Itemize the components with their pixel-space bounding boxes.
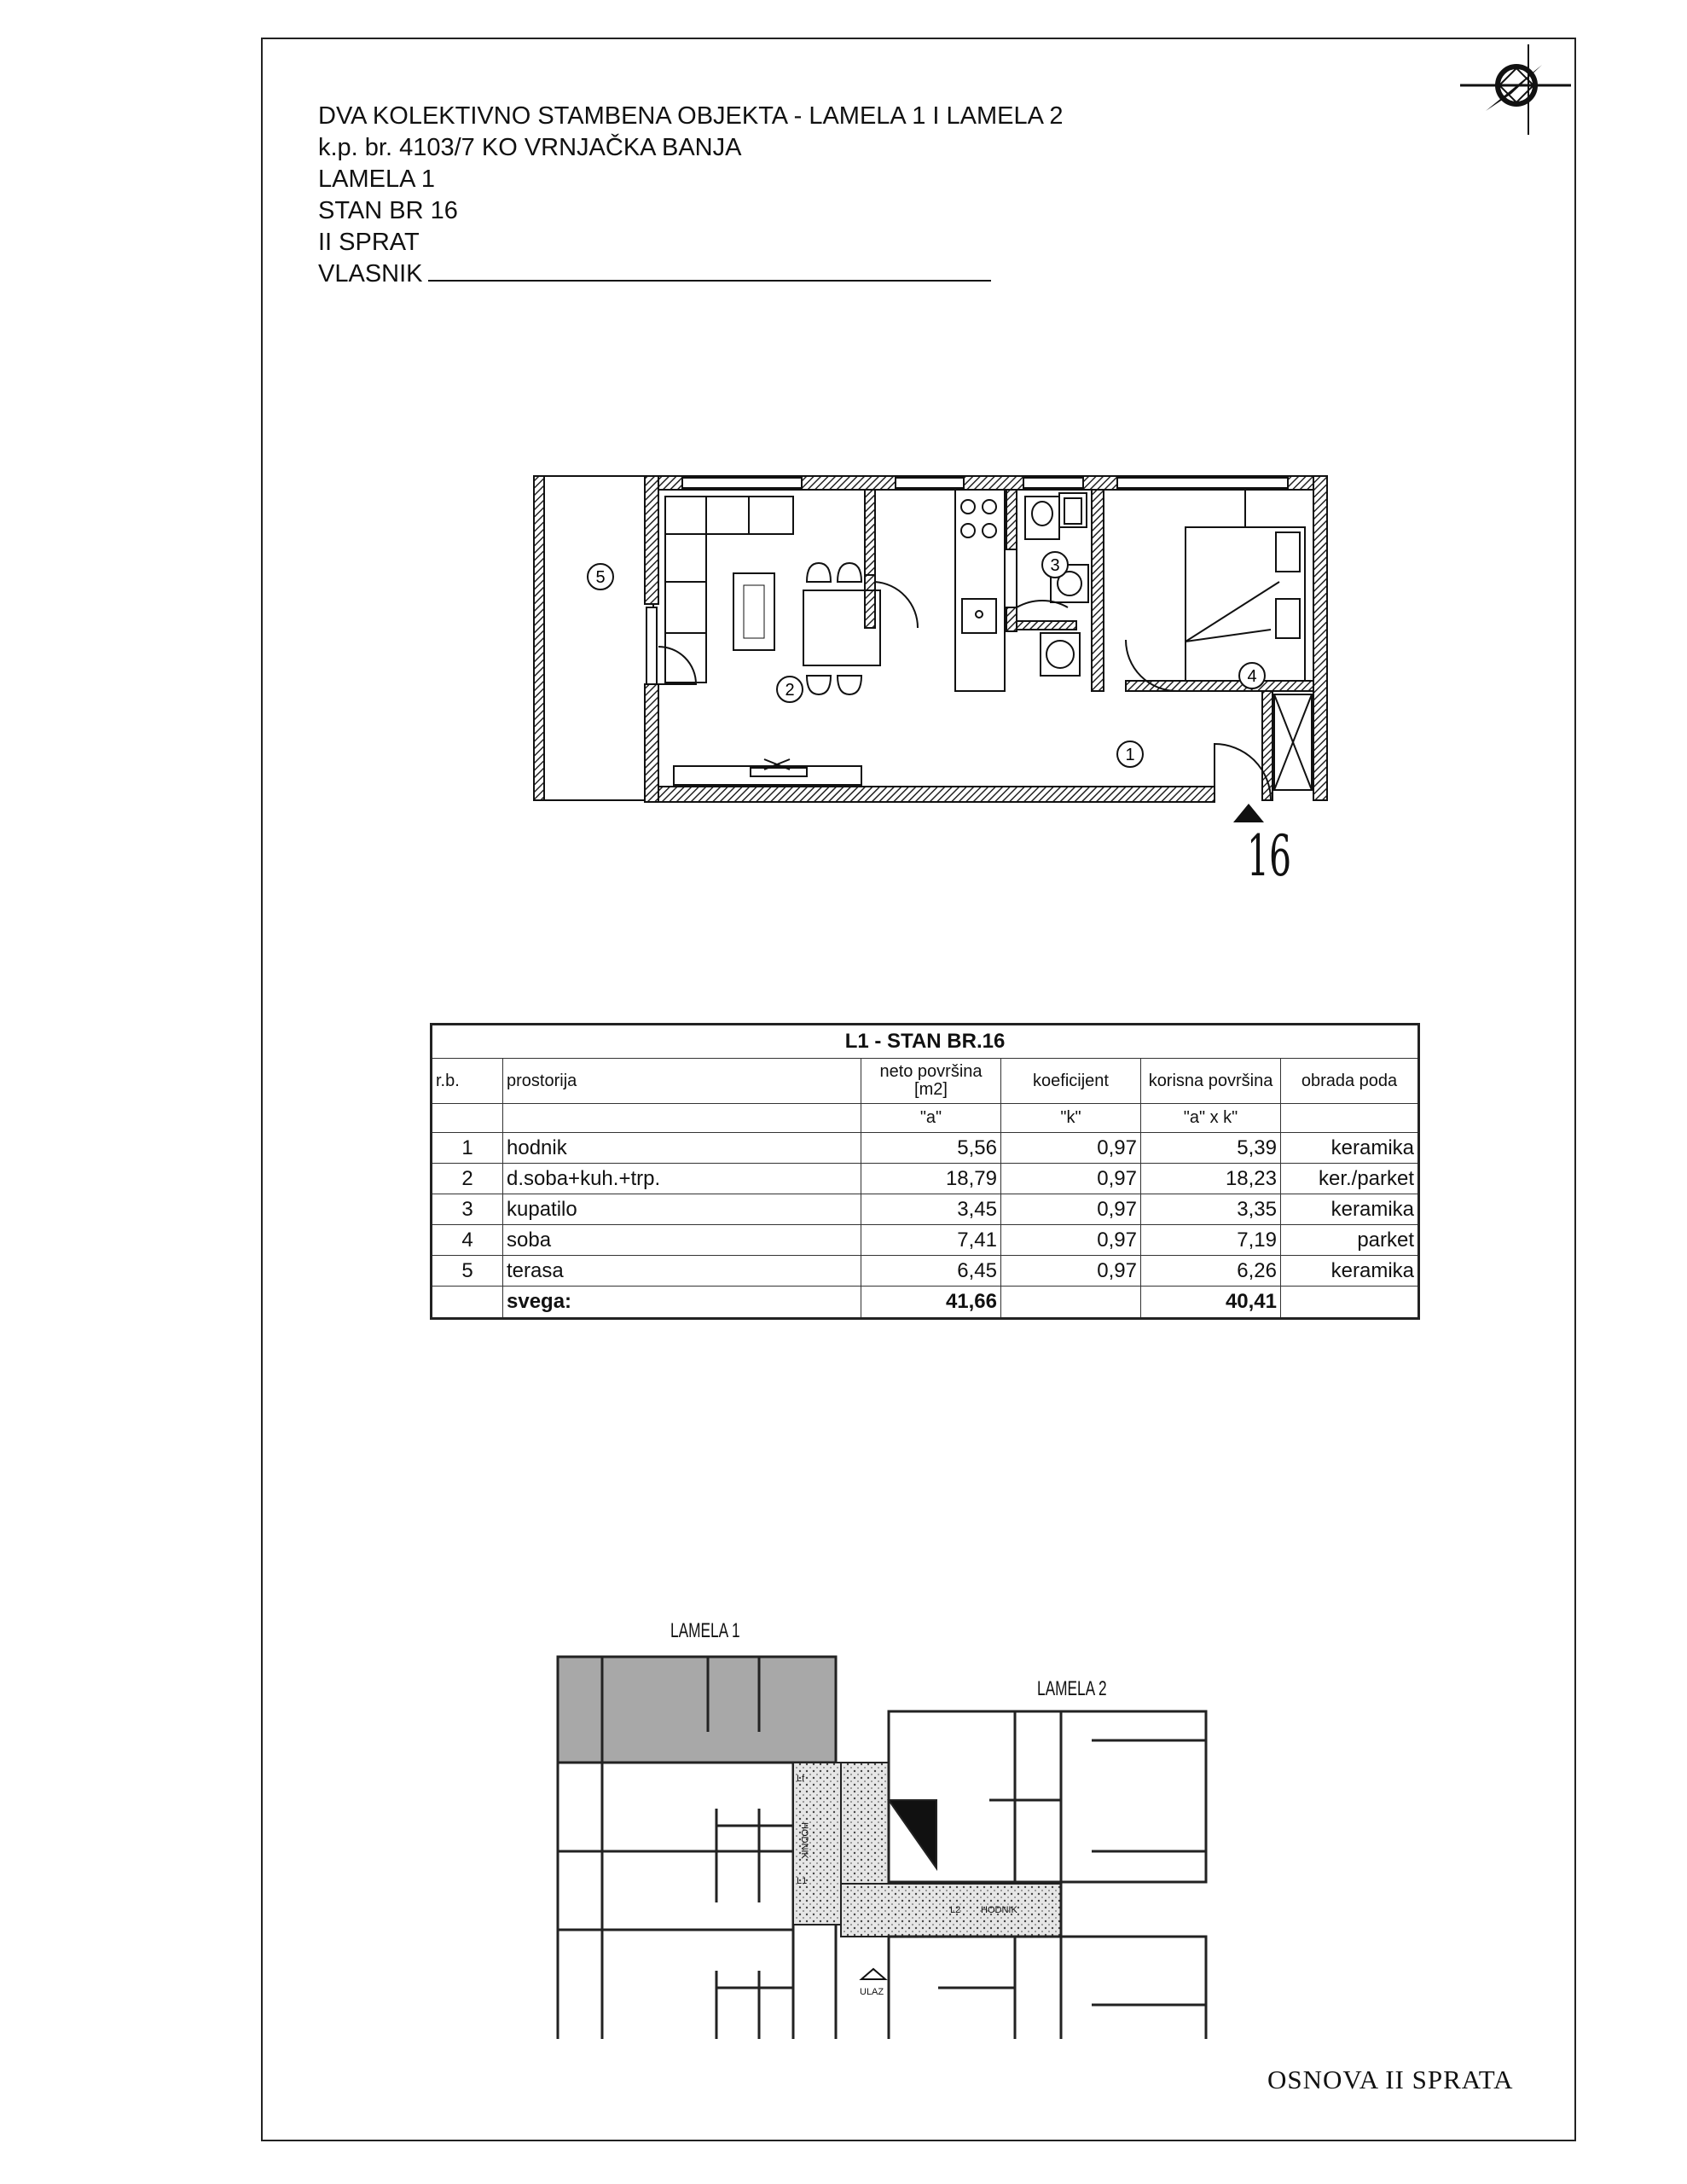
table-row: 4 soba 7,41 0,97 7,19 parket bbox=[432, 1225, 1419, 1256]
lift-label: Lf bbox=[797, 1774, 805, 1784]
table-row: 3 kupatilo 3,45 0,97 3,35 keramika bbox=[432, 1194, 1419, 1225]
symbol-k: "k" bbox=[1001, 1104, 1141, 1133]
l2-label: L2 bbox=[950, 1905, 961, 1915]
floor-key-plan bbox=[546, 1612, 1228, 2039]
room-marker-3: 3 bbox=[1050, 556, 1060, 575]
total-label: svega: bbox=[503, 1287, 861, 1319]
room-marker-5: 5 bbox=[595, 568, 606, 587]
north-arrow-icon bbox=[1460, 43, 1571, 136]
total-usable: 40,41 bbox=[1141, 1287, 1281, 1319]
windows bbox=[646, 478, 1288, 684]
entrance-label: ULAZ bbox=[860, 1987, 884, 1997]
room-marker-1: 1 bbox=[1125, 746, 1135, 764]
owner-line bbox=[318, 258, 1064, 290]
owner-blank-line bbox=[428, 261, 991, 282]
area-table bbox=[430, 1023, 1420, 1320]
tv-unit bbox=[674, 759, 861, 785]
lamela1-label: LAMELA 1 bbox=[670, 1619, 740, 1642]
building-name: LAMELA 1 bbox=[318, 166, 436, 193]
terrace bbox=[534, 476, 653, 800]
doors bbox=[658, 549, 1271, 800]
table-row: 1 hodnik 5,56 0,97 5,39 keramika bbox=[432, 1133, 1419, 1164]
room-marker-4: 4 bbox=[1247, 667, 1257, 686]
symbol-a: "a" bbox=[861, 1104, 1001, 1133]
table-row: 2 d.soba+kuh.+trp. 18,79 0,97 18,23 ker./parket bbox=[432, 1164, 1419, 1194]
corridor bbox=[793, 1763, 1061, 1937]
kitchen-counter bbox=[955, 490, 1005, 691]
col-floor-finish: obrada poda bbox=[1281, 1059, 1419, 1104]
corridor-label-2: HODNIK bbox=[981, 1905, 1017, 1915]
apartment-number: STAN BR 16 bbox=[318, 197, 458, 224]
l1-label: L1 bbox=[797, 1876, 808, 1886]
col-room: prostorija bbox=[503, 1059, 861, 1104]
symbol-axk: "a" x k" bbox=[1141, 1104, 1281, 1133]
col-net-area: neto površina [m2] bbox=[861, 1059, 1001, 1104]
entrance-marker-icon bbox=[1233, 804, 1264, 822]
table-total-row bbox=[432, 1287, 1419, 1319]
service-shaft bbox=[1274, 694, 1312, 790]
bed bbox=[1186, 490, 1305, 681]
project-title: DVA KOLEKTIVNO STAMBENA OBJEKTA - LAMELA 1 I LAMELA 2 bbox=[318, 102, 1064, 130]
col-rb: r.b. bbox=[432, 1059, 503, 1104]
corridor-label-1: HODNIK bbox=[799, 1822, 809, 1859]
col-usable-area: korisna površina bbox=[1141, 1059, 1281, 1104]
title-block bbox=[318, 101, 1064, 290]
floor-caption: OSNOVA II SPRATA bbox=[1267, 2065, 1514, 2094]
lamela2-label: LAMELA 2 bbox=[1037, 1677, 1107, 1700]
unit-number-label: 16 bbox=[1247, 823, 1292, 889]
table-title: L1 - STAN BR.16 bbox=[432, 1025, 1419, 1059]
table-row: 5 terasa 6,45 0,97 6,26 keramika bbox=[432, 1256, 1419, 1287]
entrance-arrow-icon bbox=[861, 1969, 885, 1979]
room-markers bbox=[588, 552, 1265, 767]
floor-name: II SPRAT bbox=[318, 229, 420, 256]
owner-label: VLASNIK bbox=[318, 260, 423, 288]
col-coef: koeficijent bbox=[1001, 1059, 1141, 1104]
parcel-info: k.p. br. 4103/7 KO VRNJAČKA BANJA bbox=[318, 134, 742, 161]
lamela2-block bbox=[889, 1711, 1206, 2039]
bathroom-fixtures bbox=[1025, 493, 1088, 676]
total-area: 41,66 bbox=[861, 1287, 1001, 1319]
room-marker-2: 2 bbox=[785, 681, 795, 700]
